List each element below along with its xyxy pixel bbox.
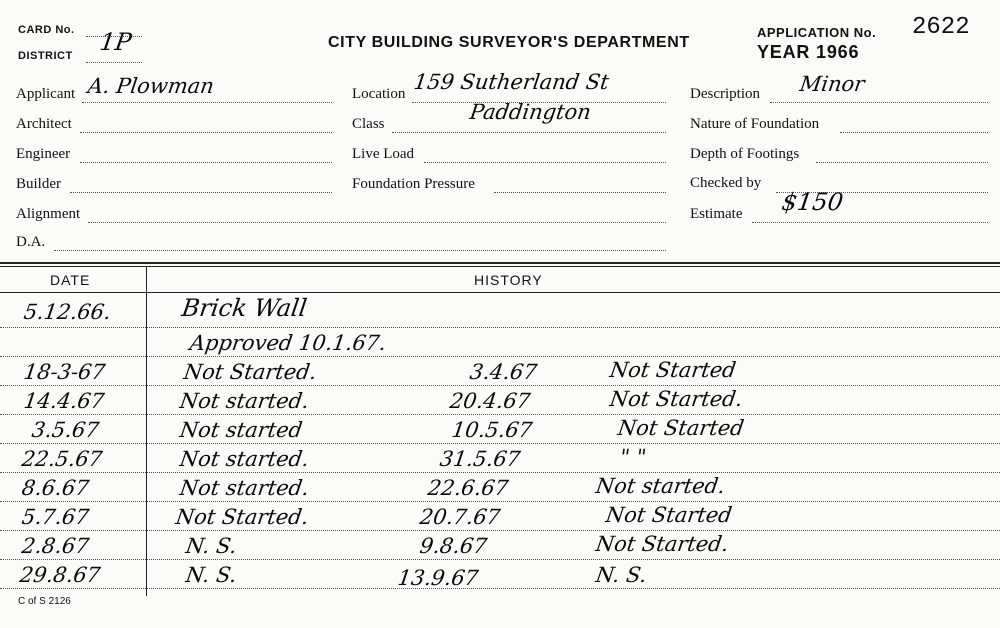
location-value-suburb: Paddington [468, 100, 593, 124]
row-date: 8.6.67 [20, 476, 91, 500]
form-code: C of S 2126 [18, 596, 71, 607]
row-date-2: 3.4.67 [468, 360, 539, 384]
row-rule [0, 588, 1000, 589]
class-label: Class [352, 116, 385, 132]
year-label: YEAR 1966 [757, 42, 860, 62]
estimate-line [752, 222, 988, 223]
row-rule [0, 414, 1000, 415]
district-line [86, 62, 142, 63]
location-label: Location [352, 86, 406, 102]
row-history: Approved 10.1.67. [188, 331, 388, 355]
builder-label: Builder [16, 176, 61, 192]
card-no-label: CARD No. [18, 24, 75, 36]
row-history: Not started [178, 418, 304, 442]
builder-line [70, 192, 332, 193]
applicant-label: Applicant [16, 86, 76, 102]
row-note-2: " " [618, 445, 648, 469]
row-rule [0, 530, 1000, 531]
row-date: 18-3-67 [22, 360, 107, 384]
row-date: 22.5.67 [20, 447, 104, 471]
row-history: Not started. [178, 447, 311, 471]
table-header-rule [0, 292, 1000, 293]
row-rule [0, 356, 1000, 357]
row-history: Not started. [178, 389, 311, 413]
table-top-rule-thin [0, 266, 1000, 267]
department-title: CITY BUILDING SURVEYOR'S DEPARTMENT [328, 34, 690, 51]
district-value: 1P [98, 28, 134, 56]
row-note-2: Not Started. [608, 387, 745, 411]
description-label: Description [690, 86, 760, 102]
row-date: 5.7.67 [20, 505, 91, 529]
architect-line [80, 132, 332, 133]
architect-label: Architect [16, 116, 72, 132]
date-column-header: DATE [50, 272, 91, 288]
row-date: 3.5.67 [30, 418, 101, 442]
class-line [392, 132, 666, 133]
location-value-street: 159 Sutherland St [412, 70, 611, 94]
estimate-label: Estimate [690, 206, 743, 222]
applicant-line [82, 102, 332, 103]
row-rule [0, 501, 1000, 502]
row-history: Brick Wall [180, 294, 309, 322]
nature-of-foundation-line [840, 132, 988, 133]
nature-of-foundation-label: Nature of Foundation [690, 116, 820, 132]
engineer-label: Engineer [16, 146, 71, 162]
row-date: 29.8.67 [18, 563, 102, 587]
history-column-header: HISTORY [474, 272, 543, 288]
row-date: 2.8.67 [20, 534, 91, 558]
row-note-2: Not Started. [594, 532, 731, 556]
date-column-divider [146, 266, 147, 596]
district-label: DISTRICT [18, 50, 73, 62]
foundation-pressure-label: Foundation Pressure [352, 176, 475, 192]
row-note-2: Not Started [608, 358, 738, 382]
engineer-line [80, 162, 332, 163]
application-no-value: 2622 [912, 14, 970, 41]
estimate-value: $150 [780, 188, 846, 216]
row-rule [0, 472, 1000, 473]
applicant-value: A. Plowman [86, 74, 216, 98]
row-history: Not Started. [174, 505, 311, 529]
row-rule [0, 327, 1000, 328]
row-history: Not started. [178, 476, 311, 500]
row-date-2: 31.5.67 [438, 447, 522, 471]
da-line [54, 250, 666, 251]
row-history: N. S. [184, 563, 239, 587]
row-history: Not Started. [182, 360, 319, 384]
row-rule [0, 385, 1000, 386]
live-load-line [424, 162, 666, 163]
row-note-2: Not Started [604, 503, 734, 527]
row-date-2: 20.7.67 [418, 505, 502, 529]
depth-of-footings-label: Depth of Footings [690, 146, 800, 162]
row-date: 14.4.67 [22, 389, 106, 413]
row-date-2: 22.6.67 [426, 476, 510, 500]
application-no-label: APPLICATION No. [757, 25, 877, 40]
alignment-line [88, 222, 666, 223]
checked-by-label: Checked by [690, 175, 762, 191]
da-label: D.A. [16, 234, 46, 250]
row-date-2: 10.5.67 [450, 418, 534, 442]
alignment-label: Alignment [16, 206, 81, 222]
row-rule [0, 559, 1000, 560]
description-line [770, 102, 988, 103]
foundation-pressure-line [494, 192, 666, 193]
depth-of-footings-line [816, 162, 988, 163]
row-date: 5.12.66. [22, 300, 113, 324]
row-date-2: 13.9.67 [396, 566, 480, 590]
row-history: N. S. [184, 534, 239, 558]
row-date-2: 20.4.67 [448, 389, 532, 413]
live-load-label: Live Load [352, 146, 415, 162]
row-note-2: Not started. [594, 474, 727, 498]
table-top-rule [0, 262, 1000, 264]
row-note-2: Not Started [616, 416, 746, 440]
row-rule [0, 443, 1000, 444]
row-date-2: 9.8.67 [418, 534, 489, 558]
description-value: Minor [798, 72, 867, 96]
row-note-2: N. S. [594, 563, 649, 587]
